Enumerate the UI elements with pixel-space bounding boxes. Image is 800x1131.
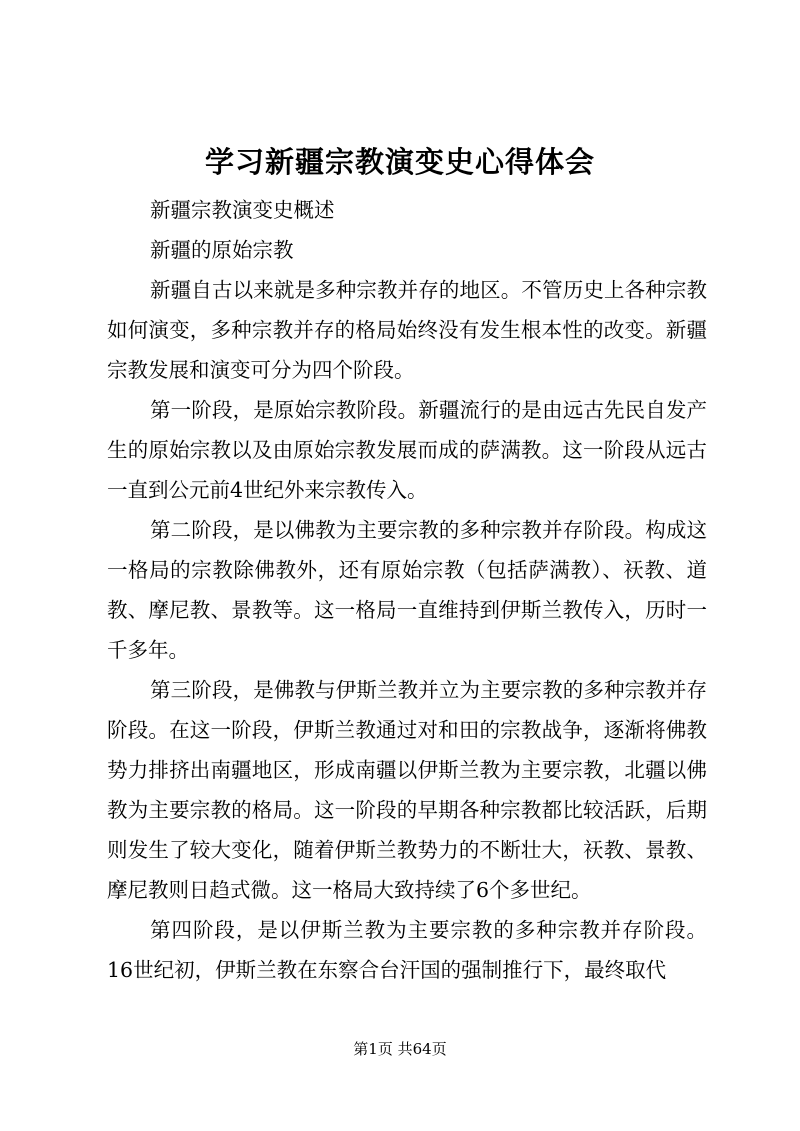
paragraph-stage-four: 第四阶段，是以伊斯兰教为主要宗教的多种宗教并存阶段。16世纪初，伊斯兰教在东察合台汗国的强制推行下，最终取代	[107, 918, 707, 982]
page-title: 学习新疆宗教演变史心得体会	[204, 145, 595, 179]
paragraph-stage-two: 第二阶段，是以佛教为主要宗教的多种宗教并存阶段。构成这一格局的宗教除佛教外，还有原始宗教（包括萨满教）、祆教、道教、摩尼教、景教等。这一格局一直维持到伊斯兰教传入，历时一千多年。	[107, 518, 707, 662]
paragraph-stage-three: 第三阶段，是佛教与伊斯兰教并立为主要宗教的多种宗教并存阶段。在这一阶段，伊斯兰教通过对和田的宗教战争，逐渐将佛教势力排挤出南疆地区，形成南疆以伊斯兰教为主要宗教，北疆以佛教为主要宗教的格局。这一阶段的早期各种宗教都比较活跃，后期则发生了较大变化，随着伊斯兰教势力的不断壮大，祆教、景教、摩尼教则日趋式微。这一格局大致持续了6个多世纪。	[107, 678, 707, 902]
document-body	[107, 190, 707, 990]
page-number-footer: 第1页 共64页	[353, 1040, 447, 1058]
section-heading-overview: 新疆宗教演变史概述	[150, 198, 335, 222]
paragraph-intro: 新疆自古以来就是多种宗教并存的地区。不管历史上各种宗教如何演变，多种宗教并存的格局始终没有发生根本性的改变。新疆宗教发展和演变可分为四个阶段。	[107, 278, 707, 382]
paragraph-stage-one: 第一阶段，是原始宗教阶段。新疆流行的是由远古先民自发产生的原始宗教以及由原始宗教发展而成的萨满教。这一阶段从远古一直到公元前4世纪外来宗教传入。	[107, 398, 707, 502]
section-heading-primitive-religion: 新疆的原始宗教	[150, 238, 294, 262]
